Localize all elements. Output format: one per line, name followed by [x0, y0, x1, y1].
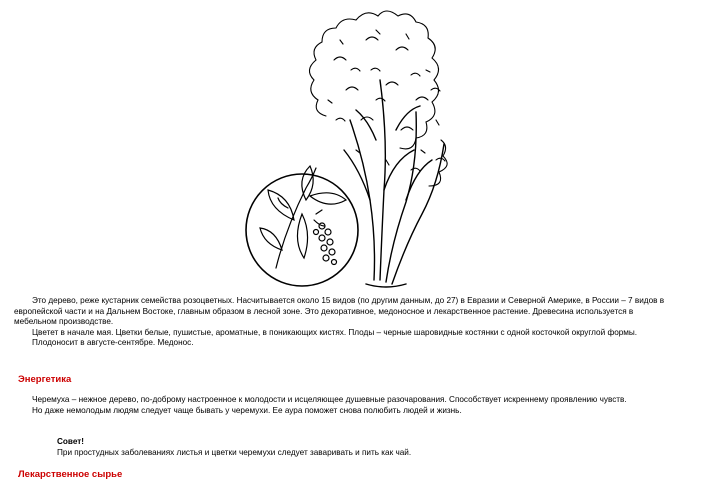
advice-title: Совет! — [57, 437, 85, 446]
energy-paragraph — [14, 395, 704, 416]
description-line: Плодоносит в августе-сентябре. Медонос. — [32, 338, 194, 348]
description-line: Это дерево, реже кустарник семейства розоцветных. Насчитывается около 15 видов (по другим данным, до 27) в Евразии и Северной Америке, в России – 7 видов в — [32, 296, 665, 305]
description-paragraph — [14, 296, 704, 349]
energy-line: Черемуха – нежное дерево, по-доброму настроенное к молодости и исцеляющее душевные разочарования. Способствует искреннему проявлению чувств. — [32, 395, 627, 404]
advice-text: При простудных заболеваниях листья и цветки черемухи следует заваривать и пить как чай. — [57, 448, 412, 457]
tree-trunks — [344, 80, 444, 287]
energy-line: Но даже немолодым людям следует чаще бывать у черемухи. Ее аура поможет снова полюбить людей и жизнь. — [32, 405, 462, 415]
energy-heading: Энергетика — [18, 374, 72, 385]
bird-cherry-illustration — [236, 0, 486, 292]
description-line: мебельном производстве. — [14, 317, 114, 327]
tree-canopy — [309, 11, 447, 186]
description-line: Цветет в начале мая. Цветки белые, пушистые, ароматные, в поникающих кистях. Плоды – черные шаровидные костянки с одной косточкой округлой формы. — [32, 327, 638, 337]
description-line: европейской части и на Дальнем Востоке, главным образом в лесной зоне. Это декоративное, медоносное и лекарственное растение. Древесина используется в — [14, 306, 634, 316]
medicinal-heading: Лекарственное сырье — [18, 469, 123, 480]
